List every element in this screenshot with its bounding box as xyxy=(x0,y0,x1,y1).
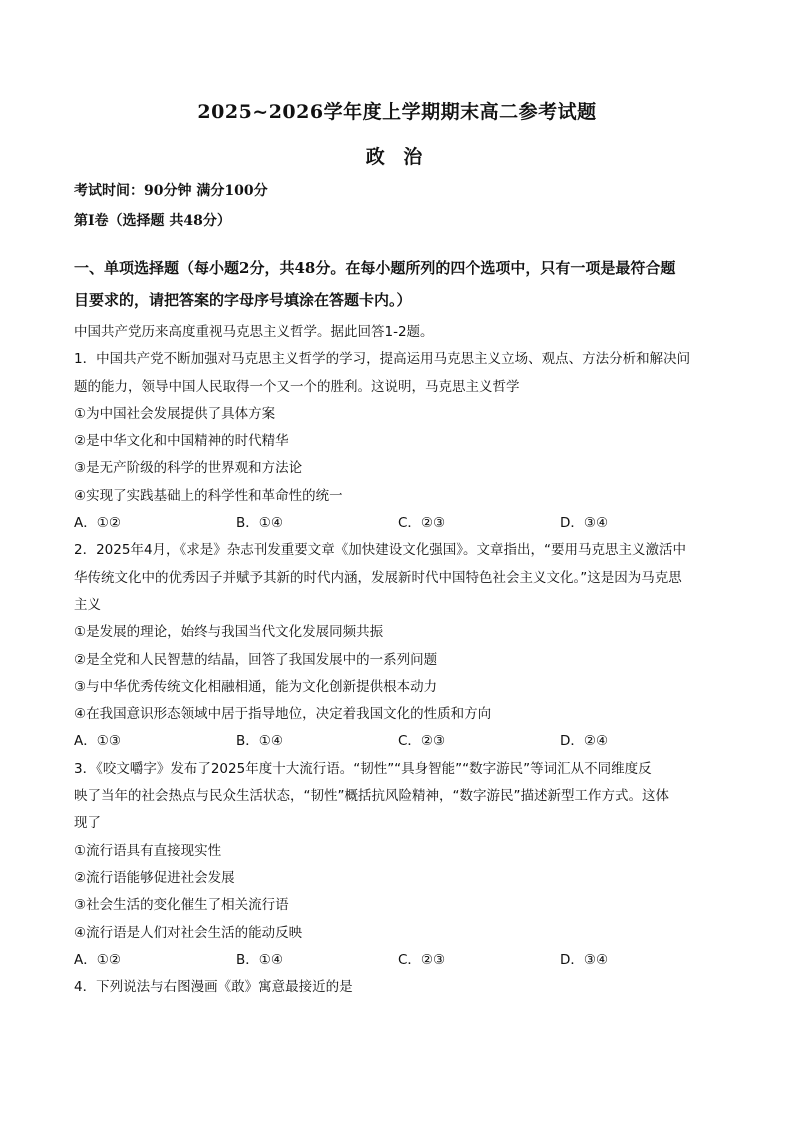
option-d: D．③④ xyxy=(560,515,609,532)
section-heading xyxy=(74,252,724,316)
question-stem-line: 2．2025年4月，《求是》杂志刊发重要文章《加快建设文化强国》。文章指出，“要用马克思主义激活中 xyxy=(74,542,687,559)
question-item: ③是无产阶级的科学的世界观和方法论 xyxy=(74,460,303,477)
question-item: ④实现了实践基础上的科学性和革命性的统一 xyxy=(74,487,343,504)
question-item: ③社会生活的变化催生了相关流行语 xyxy=(74,897,289,914)
question-item: ①为中国社会发展提供了具体方案 xyxy=(74,405,276,422)
question-stem-line: 主义 xyxy=(74,596,101,613)
option-b: B．①④ xyxy=(236,951,283,968)
question-item: ①是发展的理论，始终与我国当代文化发展同频共振 xyxy=(74,624,384,641)
question-stem-line: 3．《咬文嚼字》发布了2025年度十大流行语。“韧性”“具身智能”“数字游民”等词汇从不同维度反 xyxy=(74,760,652,777)
option-d: D．③④ xyxy=(560,951,609,968)
option-c: C．②③ xyxy=(398,951,446,968)
question-stem-line: 映了当年的社会热点与民众生活状态，“韧性”概括抗风险精神，“数字游民”描述新型工作方式。这体 xyxy=(74,788,669,805)
questions-body xyxy=(74,319,724,1001)
question-2 xyxy=(74,537,724,755)
question-item: ②是全党和人民智慧的结晶，回答了我国发展中的一系列问题 xyxy=(74,651,438,668)
section-intro: 中国共产党历来高度重视马克思主义哲学。据此回答1-2题。 xyxy=(74,324,434,340)
volume-heading: 第Ⅰ卷（选择题 共48分） xyxy=(74,213,231,229)
exam-title: 2025~2026学年度上学期期末高二参考试题 xyxy=(197,101,597,123)
subject-title: 政 治 xyxy=(365,146,429,168)
question-item: ①流行语具有直接现实性 xyxy=(74,842,222,859)
option-a: A．①② xyxy=(74,515,121,532)
option-c: C．②③ xyxy=(398,515,446,532)
option-c: C．②③ xyxy=(398,733,446,750)
question-stem-line: 华传统文化中的优秀因子并赋予其新的时代内涵，发展新时代中国特色社会主义文化。”这是因为马克思 xyxy=(74,569,682,586)
question-1 xyxy=(74,346,724,537)
question-stem-line: 4．下列说法与右图漫画《敢》寓意最接近的是 xyxy=(74,979,353,996)
question-stem-line: 现了 xyxy=(74,815,101,832)
question-item: ④在我国意识形态领域中居于指导地位，决定着我国文化的性质和方向 xyxy=(74,706,492,723)
question-item: ②流行语能够促进社会发展 xyxy=(74,869,235,886)
question-item: ④流行语是人们对社会生活的能动反映 xyxy=(74,924,303,941)
answer-options xyxy=(74,728,724,755)
option-b: B．①④ xyxy=(236,515,283,532)
option-a: A．①③ xyxy=(74,733,121,750)
exam-info: 考试时间：90分钟 满分100分 xyxy=(74,183,268,199)
option-a: A．①② xyxy=(74,951,121,968)
question-4 xyxy=(74,974,724,1001)
question-stem-line: 1．中国共产党不断加强对马克思主义哲学的学习，提高运用马克思主义立场、观点、方法分析和解决问 xyxy=(74,351,691,368)
question-item: ③与中华优秀传统文化相融相通，能为文化创新提供根本动力 xyxy=(74,678,438,695)
answer-options xyxy=(74,510,724,537)
section-heading-line-1: 一、单项选择题（每小题2分，共48分。在每小题所列的四个选项中，只有一项是最符合题 xyxy=(74,259,676,277)
question-3 xyxy=(74,756,724,974)
answer-options xyxy=(74,947,724,974)
option-b: B．①④ xyxy=(236,733,283,750)
option-d: D．②④ xyxy=(560,733,609,750)
section-heading-line-2: 目要求的，请把答案的字母序号填涂在答题卡内。） xyxy=(74,291,412,309)
question-item: ②是中华文化和中国精神的时代精华 xyxy=(74,433,289,450)
question-stem-line: 题的能力，领导中国人民取得一个又一个的胜利。这说明，马克思主义哲学 xyxy=(74,378,520,395)
